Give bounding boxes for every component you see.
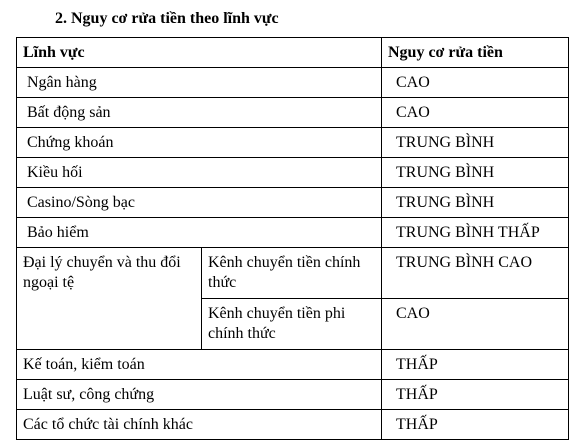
table-row xyxy=(17,158,569,188)
sector-cell: Luật sư, công chứng xyxy=(17,380,382,410)
risk-cell: TRUNG BÌNH xyxy=(382,128,569,158)
table-row-agent xyxy=(17,248,569,299)
risk-cell: THẤP xyxy=(382,350,569,380)
sector-cell: Kiều hối xyxy=(17,158,382,188)
section-heading: 2. Nguy cơ rửa tiền theo lĩnh vực xyxy=(55,10,279,27)
table-row xyxy=(17,218,569,248)
table-header-row xyxy=(17,38,569,68)
sector-cell: Bất động sản xyxy=(17,98,382,128)
risk-cell: THẤP xyxy=(382,380,569,410)
risk-cell: CAO xyxy=(382,68,569,98)
risk-cell: CAO xyxy=(382,299,569,350)
channel-cell: Kênh chuyển tiền phi chính thức xyxy=(202,299,382,350)
channel-cell: Kênh chuyển tiền chính thức xyxy=(202,248,382,299)
risk-cell: TRUNG BÌNH CAO xyxy=(382,248,569,299)
table-row xyxy=(17,380,569,410)
risk-table xyxy=(16,37,569,440)
table-row xyxy=(17,98,569,128)
risk-cell: TRUNG BÌNH THẤP xyxy=(382,218,569,248)
sector-cell: Chứng khoán xyxy=(17,128,382,158)
risk-cell: THẤP xyxy=(382,410,569,440)
table-row xyxy=(17,410,569,440)
header-sector: Lĩnh vực xyxy=(17,38,382,68)
header-risk: Nguy cơ rửa tiền xyxy=(382,38,569,68)
sector-cell: Ngân hàng xyxy=(17,68,382,98)
sector-cell: Bảo hiểm xyxy=(17,218,382,248)
table-row xyxy=(17,68,569,98)
risk-cell: TRUNG BÌNH xyxy=(382,188,569,218)
table-row xyxy=(17,188,569,218)
sector-cell: Các tổ chức tài chính khác xyxy=(17,410,382,440)
table-row xyxy=(17,350,569,380)
sector-cell: Kế toán, kiểm toán xyxy=(17,350,382,380)
sector-cell-agent: Đại lý chuyển và thu đổi ngoại tệ xyxy=(17,248,202,350)
table-row xyxy=(17,128,569,158)
sector-cell: Casino/Sòng bạc xyxy=(17,188,382,218)
risk-cell: CAO xyxy=(382,98,569,128)
risk-cell: TRUNG BÌNH xyxy=(382,158,569,188)
